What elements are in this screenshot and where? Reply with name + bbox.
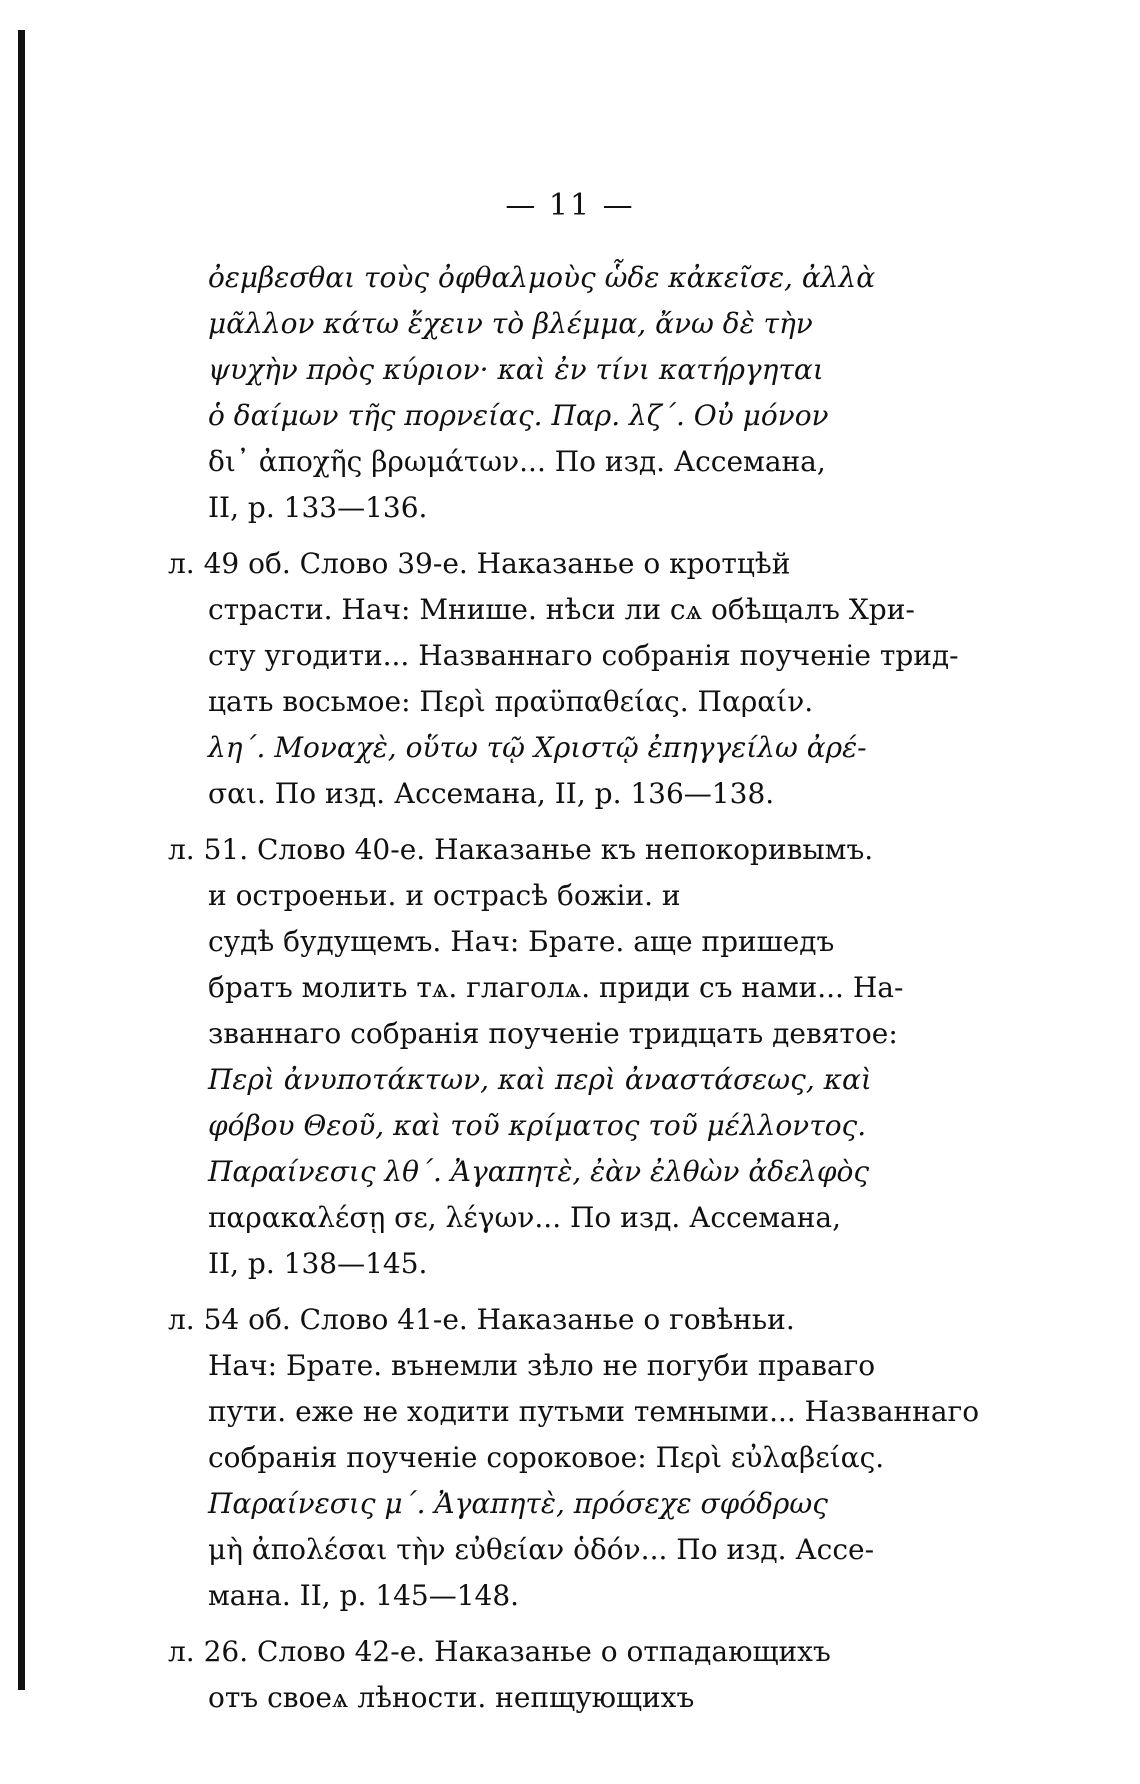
text-line: παρακαλέσῃ σε, λέγων... По изд. Ассемана, <box>208 1201 842 1234</box>
text-line: ψυχὴν πρὸς κύριον· καὶ ἐν τίνι κατήργηται <box>208 353 824 386</box>
entry-heading: л. 54 об. Слово 41-е. Наказанье о говѣньи. <box>168 1303 795 1336</box>
text-line: ὀεμβεσθαι τοὺς ὀφθαλμοὺς ὧδε κἀκεῖσε, ἀλλὰ <box>208 261 876 294</box>
binding-edge <box>18 30 25 1690</box>
text-line: цать восьмое: Περὶ πραϋπαθείας. Παραίν. <box>208 685 814 718</box>
text-line: и остроеньи. и острасѣ божiи. и <box>208 879 681 912</box>
text-line: σαι. По изд. Ассемана, II, p. 136—138. <box>208 777 775 810</box>
text-line: Περὶ ἀνυποτάκτων, καὶ περὶ ἀναστάσεως, καὶ <box>208 1063 872 1096</box>
text-line: Нач: Брате. вънемли зѣло не погуби праваго <box>208 1349 876 1382</box>
text-line: δι᾽ ἀποχῆς βρωμάτων... По изд. Ассемана, <box>208 445 826 478</box>
catalog-text <box>168 255 980 1721</box>
text-line: судѣ будущемъ. Нач: Брате. аще пришедъ <box>208 925 835 958</box>
text-line: Παραίνεσις λθ΄. Ἀγαπητὲ, ἐὰν ἐλθὼν ἀδελφὸς <box>208 1155 870 1188</box>
text-line: φόβου Θεοῦ, καὶ τοῦ κρίματος τοῦ μέλλοντος. <box>208 1109 867 1142</box>
text-line: братъ молить тѧ. глаголѧ. приди съ нами... На- <box>208 971 904 1004</box>
text-line: μᾶλλον κάτω ἔχειν τὸ βλέμμα, ἄνω δὲ τὴν <box>208 307 813 340</box>
entry-sermon-40 <box>168 827 948 1287</box>
text-line: пути. еже не ходити путьми темными... Названнаго <box>208 1395 980 1428</box>
entry-heading: л. 26. Слово 42-е. Наказанье о отпадающихъ <box>168 1635 831 1668</box>
entry-sermon-39 <box>168 541 959 817</box>
text-line: II, p. 133—136. <box>208 491 428 524</box>
page-number: — 11 — <box>505 188 635 223</box>
text-line: μὴ ἀπολέσαι τὴν εὐθείαν ὁδόν... По изд. Ассе- <box>208 1533 875 1566</box>
entry-heading: л. 49 об. Слово 39-е. Наказанье о кротцѣй <box>168 547 791 580</box>
entry-sermon-42 <box>168 1629 948 1721</box>
entry-heading: л. 51. Слово 40-е. Наказанье къ непокоривымъ. <box>168 833 874 866</box>
text-line: отъ своеѧ лѣности. непщующихъ <box>208 1681 695 1714</box>
text-line: собранiя поученiе сороковое: Περὶ εὐλαβείας. <box>208 1441 885 1474</box>
text-line: званнаго собранiя поученiе тридцать девятое: <box>208 1017 898 1050</box>
text-line: λη΄. Μοναχὲ, οὕτω τῷ Χριστῷ ἐπηγγείλω ἀρέ- <box>208 731 867 764</box>
text-line: мана. II, p. 145—148. <box>208 1579 520 1612</box>
entry-sermon-41 <box>168 1297 980 1619</box>
text-line: Παραίνεσις μ΄. Ἀγαπητὲ, πρόσεχε σφόδρως <box>208 1487 828 1520</box>
text-line: страсти. Нач: Мнише. нѣси ли сѧ обѣщалъ Хри- <box>208 593 915 626</box>
text-line: сту угодити... Названнаго собранiя поученiе трид- <box>208 639 959 672</box>
text-line: II, p. 138—145. <box>208 1247 428 1280</box>
text-line: ὁ δαίμων τῆς πορνείας. Παρ. λζ΄. Οὐ μόνον <box>208 399 829 432</box>
